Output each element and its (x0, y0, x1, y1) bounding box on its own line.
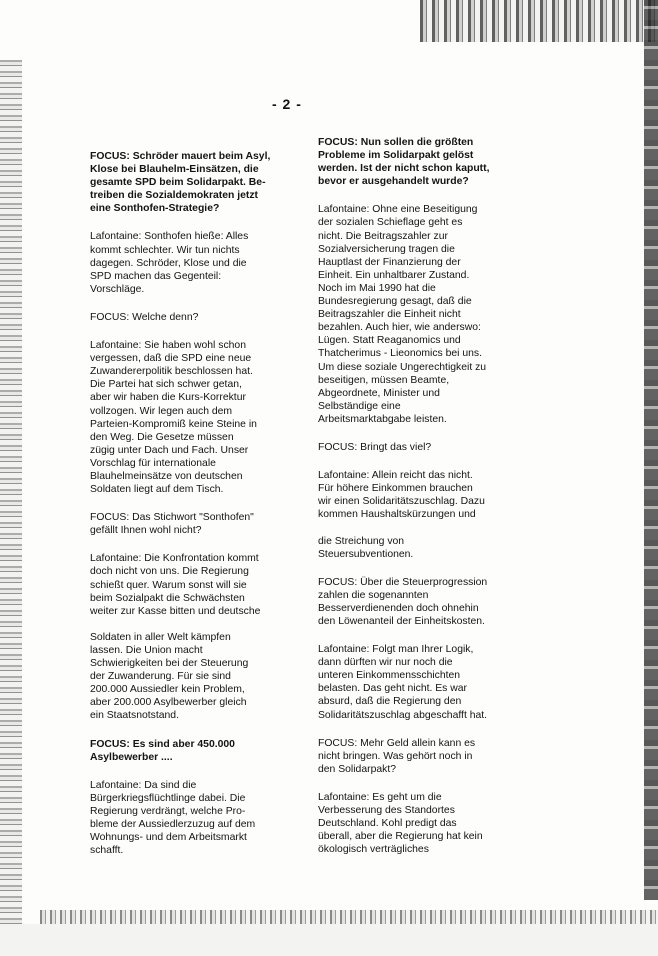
lafontaine-answer: Lafontaine: Folgt man Ihrer Logik, dann dürften wir nur noch die unteren Einkommensschichten belasten. Das geht nicht. Es war absurd, daß die Regierung den Solidaritätszuschlag abgeschafft hat. (318, 644, 488, 721)
focus-question: FOCUS: Welche denn? (90, 311, 199, 323)
page-number: - 2 - (272, 96, 302, 112)
focus-question: FOCUS: Nun sollen die größten Probleme im Solidarpakt gelöst werden. Ist der nicht schon kaputt, bevor er ausgehandelt wurde? (318, 137, 490, 188)
lafontaine-answer: Lafontaine: Die Konfrontation kommt doch nicht von uns. Die Regierung schießt quer. Warum sonst will sie beim Sozialpakt die Schwächsten weiter zur Kasse bitten und deutsche Soldaten in aller Welt kämpfen lassen. Die Union macht Schwierigkeiten bei der Steuerung der Zuwanderung. Für sie sind 200.000 Aussiedler kein Problem, aber 200.000 Asylbewerber gleich ein Staatsnotstand. (90, 553, 261, 722)
lafontaine-answer: Lafontaine: Ohne eine Beseitigung der sozialen Schieflage geht es nicht. Die Beitragszahler zur Sozialversicherung tragen die Hauptlast der Finanzierung der Einheit. Ein unhaltbarer Zustand. Noch im Mai 1990 hat die Bundesregierung gesagt, daß die Beitragszahler die Einheit nicht bezahlen. Auch hier, wie anderswo: Lügen. Statt Reaganomics und Thatcherimus - Lieonomics bei uns. Um diese soziale Ungerechtigkeit zu beseitigen, müssen Beamte, Abgeordnete, Minister und Selbständige eine Arbeitsmarktabgabe leisten. (318, 204, 487, 425)
focus-question: FOCUS: Über die Steuerprogression zahlen die sogenannten Besserverdienenden doch ohnehin den Löwenanteil der Einheitskosten. (318, 576, 488, 627)
focus-question: FOCUS: Es sind aber 450.000 Asylbewerber .... (90, 738, 235, 763)
scan-edge-left (0, 60, 22, 930)
lafontaine-answer: Lafontaine: Sie haben wohl schon vergessen, daß die SPD eine neue Zuwandererpolitik beschlossen hat. Die Partei hat sich schwer getan, aber wir haben die Kurs-Korrektur vollzogen. Wir legen auch dem Parteien-Kompromiß keine Steine in den Weg. Die Gesetze müssen zügig unter Dach und Fach. Unser Vorschlag für internationale Blauhelmeinsätze von deutschen Soldaten liegt auf dem Tisch. (90, 340, 257, 496)
focus-question: FOCUS: Mehr Geld allein kann es nicht bringen. Was gehört noch in den Solidarpakt? (318, 737, 476, 775)
page-bottom-margin (0, 924, 658, 956)
lafontaine-answer: Lafontaine: Sonthofen hieße: Alles kommt schlechter. Wir tun nichts dagegen. Schröder, Klose und die SPD machen das Gegenteil: Vorschläge. (90, 231, 249, 295)
focus-question: FOCUS: Das Stichwort "Sonthofen" gefällt Ihnen wohl nicht? (90, 512, 254, 537)
right-column (318, 136, 536, 871)
scan-edge-bottom (40, 910, 658, 924)
left-column (90, 150, 302, 872)
lafontaine-answer: Lafontaine: Da sind die Bürgerkriegsflüchtlinge dabei. Die Regierung verdrängt, welche Pro- bleme der Aussiedlerzuzug auf dem Wohnungs- und dem Arbeitsmarkt schafft. (90, 779, 256, 857)
scan-edge-right (644, 0, 658, 900)
lafontaine-answer: Lafontaine: Es geht um die Verbesserung des Standortes Deutschland. Kohl predigt das überall, aber die Regierung hat kein ökologisch verträgliches (318, 791, 483, 856)
focus-question: FOCUS: Schröder mauert beim Asyl, Klose bei Blauhelm-Einsätzen, die gesamte SPD beim Solidarpakt. Be- treiben die Sozialdemokraten jetzt eine Sonthofen-Strategie? (90, 151, 271, 215)
focus-question: FOCUS: Bringt das viel? (318, 441, 432, 453)
scan-edge-top (420, 0, 658, 42)
lafontaine-answer: Lafontaine: Allein reicht das nicht. Für höhere Einkommen brauchen wir einen Solidaritätszuschlag. Dazu kommen Haushaltskürzungen und die Streichung von Steuersubventionen. (318, 470, 485, 560)
